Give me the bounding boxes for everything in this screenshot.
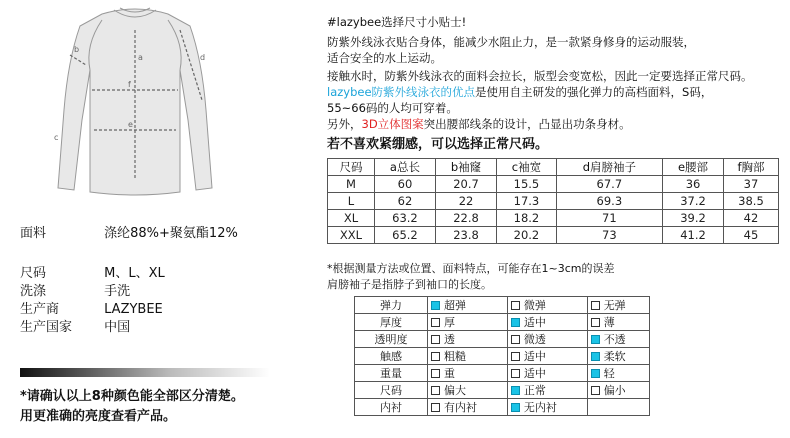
size-cell: 18.2 [497,210,556,227]
size-row-l [328,193,779,210]
size-row-m [328,176,779,193]
country-row [20,316,130,335]
tips-line4-highlight: lazybee防紫外线泳衣的优点 [327,85,476,99]
attribute-name: 重量 [355,365,428,382]
attribute-option-label: 微弹 [523,299,546,312]
attribute-option [428,314,508,331]
size-table-header [328,159,779,176]
svg-text:a: a [138,53,143,62]
checked-box-icon [431,301,440,310]
attribute-option [428,399,508,416]
size-header-cell: 尺码 [328,159,375,176]
size-cell: 36 [663,176,724,193]
wash-row [20,280,130,299]
size-cell: 39.2 [663,210,724,227]
attribute-option-label: 透 [444,333,455,346]
size-cell: 60 [375,176,436,193]
checked-box-icon [591,335,600,344]
attribute-option-label: 正常 [523,384,546,397]
svg-text:f: f [128,80,131,89]
attribute-option [587,331,649,348]
size-value: M、L、XL [104,266,165,281]
attribute-option-label: 粗糙 [444,350,466,363]
maker-value: LAZYBEE [104,302,163,317]
tips-line3: 接触水时，防紫外线泳衣的面料会拉长，版型会变宽松，因此一定要选择正常尺码。 [327,69,753,83]
attribute-option [587,348,649,365]
attribute-row [355,331,650,348]
size-cell: XL [328,210,375,227]
attribute-option [428,348,508,365]
size-cell: 63.2 [375,210,436,227]
empty-box-icon [591,386,600,395]
attribute-option [507,348,587,365]
empty-box-icon [431,352,440,361]
attribute-option [507,331,587,348]
size-cell: M [328,176,375,193]
empty-box-icon [511,352,520,361]
attribute-option-label: 柔软 [603,350,626,363]
checked-box-icon [591,352,600,361]
size-cell: 41.2 [663,227,724,244]
size-cell: 42 [723,210,778,227]
brightness-gradient-bar [20,368,270,377]
attribute-row [355,382,650,399]
empty-box-icon [591,318,600,327]
empty-box-icon [431,386,440,395]
size-cell: 67.7 [556,176,662,193]
size-cell: 73 [556,227,662,244]
material-value: 涤纶88%+聚氨酯12% [104,226,238,241]
tips-line6-highlight: 3D立体图案 [361,117,424,131]
attribute-option-label: 轻 [603,367,615,380]
attribute-option [428,365,508,382]
attribute-option-label: 适中 [523,316,546,329]
size-cell: L [328,193,375,210]
size-cell: 37 [723,176,778,193]
attribute-option-label: 微透 [523,333,546,346]
size-header-cell: c袖宽 [497,159,556,176]
empty-box-icon [511,301,520,310]
footnote-line2: 肩膀袖子是指脖子到袖口的长度。 [327,278,492,291]
size-cell: 15.5 [497,176,556,193]
attribute-option-label: 重 [444,367,455,380]
size-header-cell: d肩膀袖子 [556,159,662,176]
wash-label: 洗涤 [20,284,47,299]
country-value: 中国 [104,320,131,335]
size-cell: 23.8 [435,227,496,244]
attribute-option [587,297,649,314]
attribute-option-label: 不透 [603,333,626,346]
garment-sketch [30,0,240,200]
attribute-option [428,331,508,348]
attribute-option-label: 厚 [444,316,455,329]
attribute-name: 内衬 [355,399,428,416]
attribute-name: 触感 [355,348,428,365]
empty-box-icon [511,335,520,344]
attribute-option-label: 薄 [603,316,615,329]
size-label: 尺码 [20,266,47,281]
tips-line6-post: 突出腰部线条的设计，凸显出功条身材。 [423,117,631,131]
svg-text:d: d [200,53,206,62]
attribute-option [428,382,508,399]
tips-line2: 适合安全的水上运动。 [327,51,442,65]
tips-title: #lazybee选择尺寸小贴士! [327,15,467,29]
material-row [20,222,238,241]
checked-box-icon [511,403,520,412]
attribute-option [587,365,649,382]
empty-box-icon [511,369,520,378]
footnote-line1: *根据测量方法或位置、面料特点，可能存在1~3cm的误差 [327,262,615,275]
size-header-cell: a总长 [375,159,436,176]
attribute-option [507,399,587,416]
attribute-option-label: 偏大 [444,384,466,397]
size-cell: 22 [435,193,496,210]
attribute-table [354,296,650,416]
size-row-xxl [328,227,779,244]
size-cell: 20.7 [435,176,496,193]
size-cell: 65.2 [375,227,436,244]
attribute-option-label: 无内衬 [523,401,557,414]
size-cell: 38.5 [723,193,778,210]
attribute-option-label: 适中 [523,350,546,363]
checked-box-icon [511,318,520,327]
material-label: 面料 [20,226,47,241]
size-row [20,262,165,281]
size-cell: 17.3 [497,193,556,210]
attribute-name: 弹力 [355,297,428,314]
wash-value: 手洗 [104,284,131,299]
empty-box-icon [591,301,600,310]
checked-box-icon [591,369,600,378]
empty-box-icon [431,369,440,378]
attribute-option-label: 有内衬 [444,401,477,414]
attribute-row [355,297,650,314]
empty-box-icon [431,403,440,412]
size-cell: 71 [556,210,662,227]
size-cell: 37.2 [663,193,724,210]
size-cell: 62 [375,193,436,210]
attribute-option [587,314,649,331]
attribute-option [428,297,508,314]
maker-row [20,298,163,317]
tips-line5: 55~66码的人均可穿着。 [327,101,458,115]
attribute-row [355,399,650,416]
size-cell: XXL [328,227,375,244]
attribute-option [507,314,587,331]
size-cell: 22.8 [435,210,496,227]
size-cell: 20.2 [497,227,556,244]
attribute-option [587,399,649,416]
attribute-name: 尺码 [355,382,428,399]
tips-line6-pre: 另外， [327,117,362,131]
tips-line4 [327,84,712,100]
maker-label: 生产商 [20,302,60,317]
checked-box-icon [511,386,520,395]
attribute-option-label: 超弹 [444,299,466,312]
color-note-line1: *请确认以上8种颜色能全部区分清楚。 [20,389,244,404]
attribute-option [587,382,649,399]
attribute-option-label: 偏小 [603,384,626,397]
attribute-row [355,314,650,331]
country-label: 生产国家 [20,320,73,335]
size-header-cell: b袖窿 [435,159,496,176]
attribute-name: 透明度 [355,331,428,348]
tips-line7: 若不喜欢紧绷感，可以选择正常尺码。 [327,137,549,152]
attribute-option-label: 无弹 [603,299,626,312]
empty-box-icon [431,335,440,344]
attribute-row [355,365,650,382]
tips-line4-rest: 是使用自主研发的强化弹力的高档面料，S码， [475,85,713,99]
svg-text:b: b [74,45,80,54]
empty-box-icon [431,318,440,327]
tips-line6 [327,116,631,132]
attribute-name: 厚度 [355,314,428,331]
size-table [327,158,779,244]
svg-text:e: e [128,120,133,129]
attribute-option [507,297,587,314]
size-header-cell: f胸部 [723,159,778,176]
svg-text:c: c [54,133,59,142]
tips-line1: 防紫外线泳衣贴合身体，能减少水阻止力，是一款紧身修身的运动服装， [327,35,695,49]
attribute-option [507,365,587,382]
attribute-row [355,348,650,365]
size-header-cell: e腰部 [663,159,724,176]
attribute-option-label: 适中 [523,367,546,380]
color-note-line2: 用更准确的亮度查看产品。 [20,409,177,424]
attribute-option [507,382,587,399]
size-cell: 69.3 [556,193,662,210]
size-row-xl [328,210,779,227]
size-cell: 45 [723,227,778,244]
